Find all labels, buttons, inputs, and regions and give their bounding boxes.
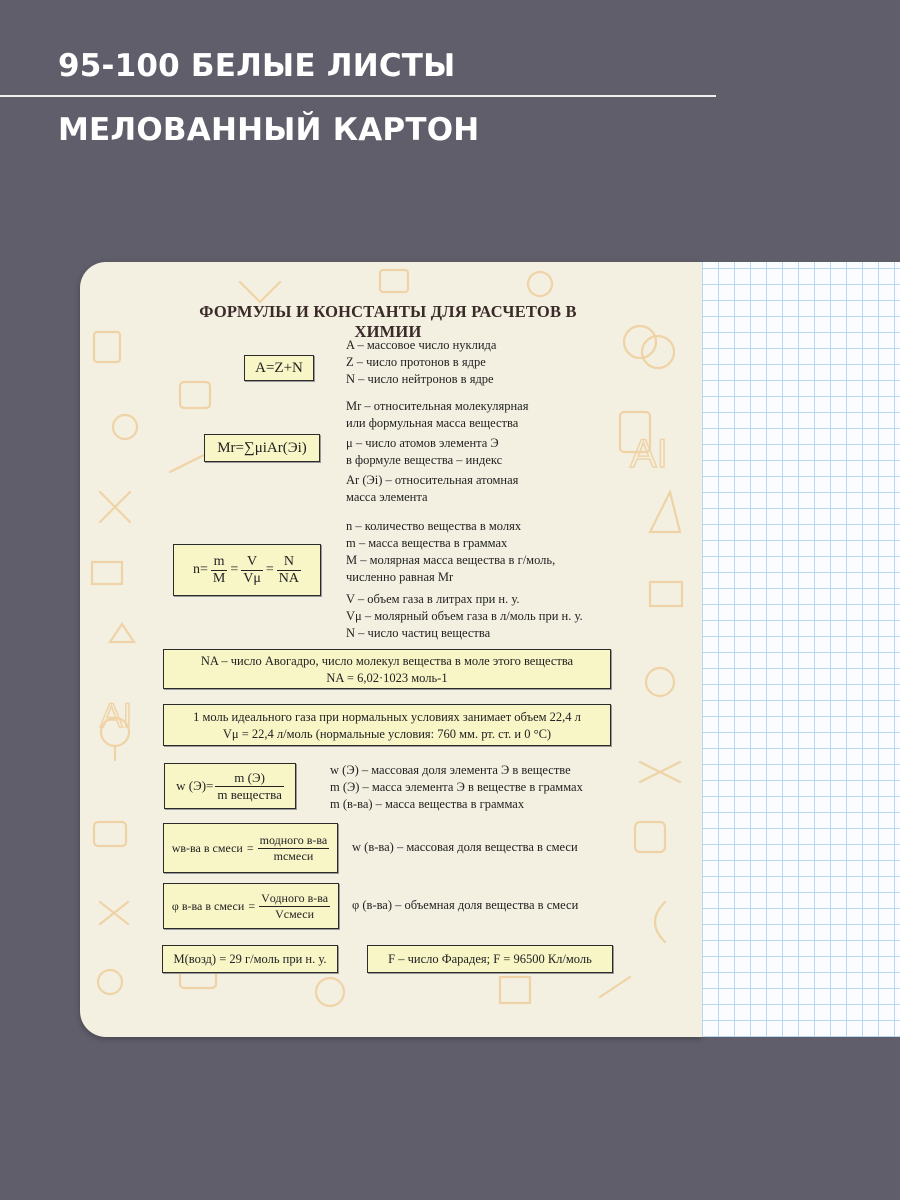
heading-cardboard: МЕЛОВАННЫЙ КАРТОН (58, 112, 480, 148)
formula-mass-number: A=Z+N (244, 355, 314, 381)
molar-gas-volume-box: 1 моль идеального газа при нормальных условиях занимает объем 22,4 л Vμ = 22,4 л/моль (нормальные условия: 760 мм. рт. ст. и 0 °С) (163, 704, 611, 746)
heading-sheets: 95-100 БЕЛЫЕ ЛИСТЫ (58, 48, 456, 84)
formula-amount-of-substance: n= $\frac{m}{M}$ = $\frac{V}{V\mu}$ = $\frac{N}{NA}$ (173, 544, 321, 596)
formula-molecular-mass: Mr=∑μiAr(Эi) (204, 434, 320, 462)
faraday-constant-box: F – число Фарадея; F = 96500 Кл/моль (367, 945, 613, 973)
notebook-cover (80, 262, 702, 1037)
formula-mass-fraction-element: w (Э)= $\frac{m (Э)}{\text{m вещества}}$ (164, 763, 296, 809)
svg-text:AI: AI (630, 432, 668, 476)
desc-amount-of-substance: n – количество вещества в молях m – масса вещества в граммах M – молярная масса вещества в г/моль, численно равная Mr V – объем газа в литрах при н. у. Vμ – молярный объем газа в л/моль при н. у. N – число частиц вещества (346, 519, 583, 640)
air-molar-mass-box: M(возд) = 29 г/моль при н. у. (162, 945, 338, 973)
desc-mass-number: A – массовое число нуклида Z – число протонов в ядре N – число нейтронов в ядре (346, 338, 497, 386)
formula-mass-fraction-mixture: wв-ва в смеси = $\frac{\text{mодного в-ва}}{\text{mсмеси}}$ (163, 823, 338, 873)
formula-volume-fraction-mixture: φ в-ва в смеси = $\frac{\text{Vодного в-ва}}{\text{Vсмеси}}$ (163, 883, 339, 929)
desc-mass-fraction-mixture: w (в-ва) – массовая доля вещества в смеси (352, 840, 578, 854)
desc-volume-fraction-mixture: φ (в-ва) – объемная доля вещества в смеси (352, 898, 579, 912)
desc-molecular-mass: Mr – относительная молекулярная или формульная масса вещества μ – число атомов элемента Э в формуле вещества – индекс Ar (Эi) – относительная атомная масса элемента (346, 399, 529, 504)
graph-paper-page (702, 262, 900, 1037)
divider-line (0, 95, 716, 97)
svg-text:AI: AI (100, 697, 133, 735)
page-title: ФОРМУЛЫ И КОНСТАНТЫ ДЛЯ РАСЧЕТОВ В ХИМИИ (199, 302, 577, 341)
avogadro-constant-box: NA – число Авогадро, число молекул вещества в моле этого вещества NA = 6,02·1023 моль-1 (163, 649, 611, 689)
desc-mass-fraction-element: w (Э) – массовая доля элемента Э в веществе m (Э) – масса элемента Э в веществе в граммах m (в-ва) – масса вещества в граммах (330, 763, 583, 811)
